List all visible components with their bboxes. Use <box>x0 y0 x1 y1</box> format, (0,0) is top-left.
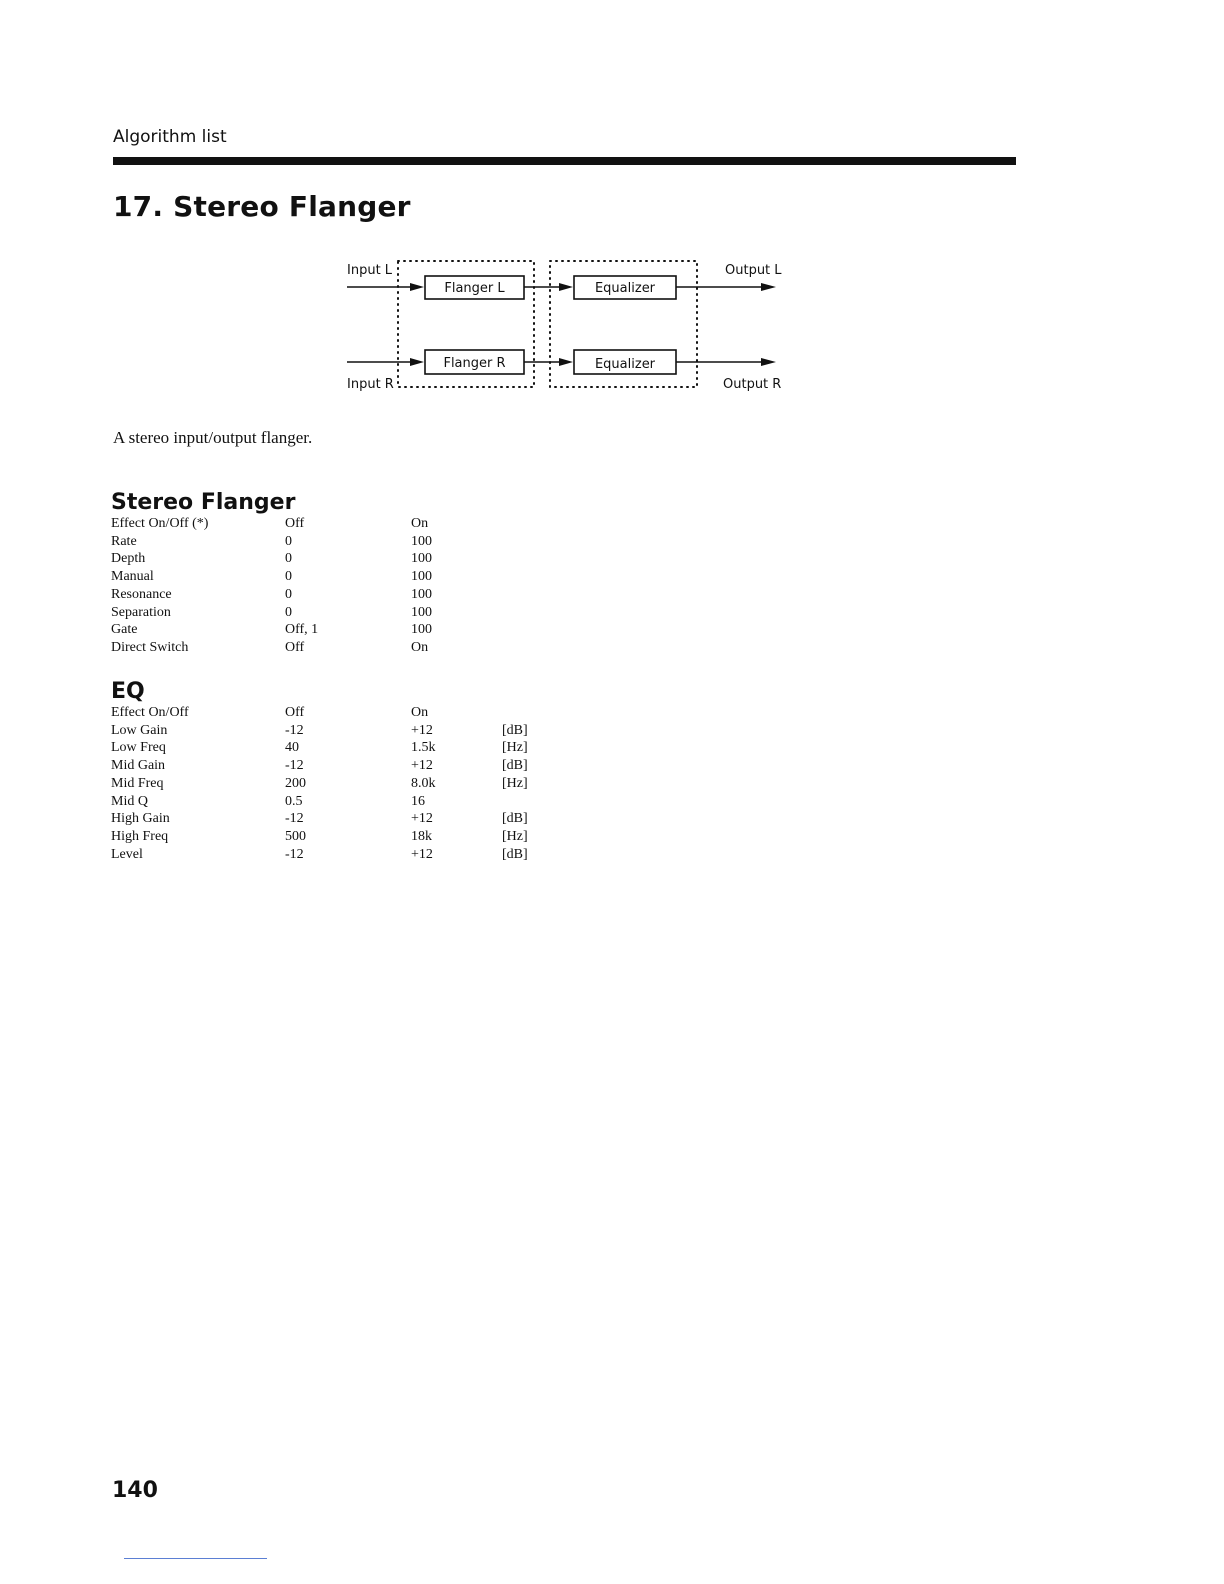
param-max: +12 <box>411 758 433 774</box>
param-name: High Freq <box>111 828 169 844</box>
param-min: 200 <box>285 775 306 791</box>
eq-param-table <box>111 704 528 863</box>
param-min: 0 <box>285 533 292 549</box>
param-min: 0 <box>285 569 292 585</box>
param-row <box>111 550 502 568</box>
param-row <box>111 739 528 757</box>
param-min: Off <box>285 705 305 720</box>
param-unit: [Hz] <box>502 775 528 791</box>
flanger-r-block <box>425 350 524 374</box>
param-min: -12 <box>285 722 304 738</box>
param-row <box>111 515 502 533</box>
eq-heading: EQ <box>111 679 145 704</box>
param-unit: [dB] <box>502 722 528 738</box>
param-row <box>111 793 528 811</box>
description: A stereo input/output flanger. <box>113 428 313 447</box>
param-max: 100 <box>411 586 432 602</box>
param-name: Effect On/Off <box>111 705 189 720</box>
param-row <box>111 639 502 657</box>
section-label: Algorithm list <box>113 127 227 147</box>
output-r-label: Output R <box>723 377 782 392</box>
param-name: Direct Switch <box>111 639 189 655</box>
param-max: +12 <box>411 846 433 862</box>
flanger-r-label: Flanger R <box>443 356 506 371</box>
stereo-flanger-param-table <box>111 515 502 657</box>
param-max: 100 <box>411 569 432 585</box>
param-name: Manual <box>111 569 154 585</box>
param-name: Effect On/Off (*) <box>111 516 209 531</box>
param-max: 1.5k <box>411 740 436 756</box>
param-name: Rate <box>111 533 137 549</box>
param-name: Resonance <box>111 586 172 602</box>
param-max: 18k <box>411 828 432 844</box>
param-unit: [dB] <box>502 811 528 827</box>
arrow-output-r <box>761 358 776 366</box>
param-max: On <box>411 639 429 655</box>
param-row <box>111 810 528 828</box>
param-min: -12 <box>285 758 304 774</box>
param-unit: [Hz] <box>502 740 528 756</box>
input-r-label: Input R <box>347 377 394 392</box>
param-row <box>111 704 528 722</box>
page-title: 17. Stereo Flanger <box>113 190 411 223</box>
arrow-output-l <box>761 283 776 291</box>
param-name: Mid Freq <box>111 775 164 791</box>
param-unit: [dB] <box>502 758 528 774</box>
param-unit <box>502 793 528 811</box>
param-name: Level <box>111 846 143 862</box>
param-min: Off <box>285 516 305 531</box>
arrow-into-flanger-l <box>410 283 424 291</box>
param-row <box>111 568 502 586</box>
param-min: 500 <box>285 828 306 844</box>
param-max: 100 <box>411 622 432 638</box>
footer-link-line <box>124 1558 267 1559</box>
param-row <box>111 757 528 775</box>
param-name: Low Freq <box>111 740 166 756</box>
param-max: +12 <box>411 811 433 827</box>
equalizer-l-block <box>574 276 676 299</box>
output-l-label: Output L <box>725 263 782 278</box>
param-max: 100 <box>411 604 432 620</box>
param-unit: [dB] <box>502 846 528 862</box>
equalizer-r-block <box>574 350 676 374</box>
param-min: 0 <box>285 586 292 602</box>
param-name: Mid Q <box>111 793 148 809</box>
param-min: -12 <box>285 846 304 862</box>
param-row <box>111 846 528 864</box>
param-name: Low Gain <box>111 722 168 738</box>
param-row <box>111 586 502 604</box>
param-row <box>111 775 528 793</box>
equalizer-l-label: Equalizer <box>594 281 656 296</box>
param-max: 8.0k <box>411 775 436 791</box>
param-row <box>111 533 502 551</box>
param-min: 0 <box>285 551 292 567</box>
param-min: Off, 1 <box>285 622 319 638</box>
param-max: 100 <box>411 533 432 549</box>
param-unit <box>502 704 528 722</box>
page-number: 140 <box>112 1478 158 1503</box>
param-min: -12 <box>285 811 304 827</box>
header-rule <box>113 157 1016 165</box>
param-name: Depth <box>111 551 146 567</box>
equalizer-r-label: Equalizer <box>594 357 656 372</box>
param-max: On <box>411 516 429 531</box>
param-min: 40 <box>285 740 299 756</box>
param-max: 100 <box>411 551 432 567</box>
param-name: Gate <box>111 622 138 638</box>
param-row <box>111 722 528 740</box>
param-name: Mid Gain <box>111 758 166 774</box>
arrow-into-flanger-r <box>410 358 424 366</box>
flanger-l-block <box>425 276 524 299</box>
param-min: 0 <box>285 604 292 620</box>
param-min: Off <box>285 639 305 655</box>
param-unit: [Hz] <box>502 828 528 844</box>
param-min: 0.5 <box>285 793 303 809</box>
param-name: High Gain <box>111 811 170 827</box>
param-max: On <box>411 705 429 720</box>
param-row <box>111 604 502 622</box>
param-row <box>111 621 502 639</box>
arrow-into-equalizer-r <box>559 358 573 366</box>
param-max: 16 <box>411 793 425 809</box>
stereo-flanger-heading: Stereo Flanger <box>111 490 296 515</box>
arrow-into-equalizer-l <box>559 283 573 291</box>
flanger-l-label: Flanger L <box>444 281 505 296</box>
signal-flow-diagram <box>340 253 800 403</box>
param-name: Separation <box>111 604 171 620</box>
input-l-label: Input L <box>347 263 393 278</box>
param-max: +12 <box>411 722 433 738</box>
param-row <box>111 828 528 846</box>
